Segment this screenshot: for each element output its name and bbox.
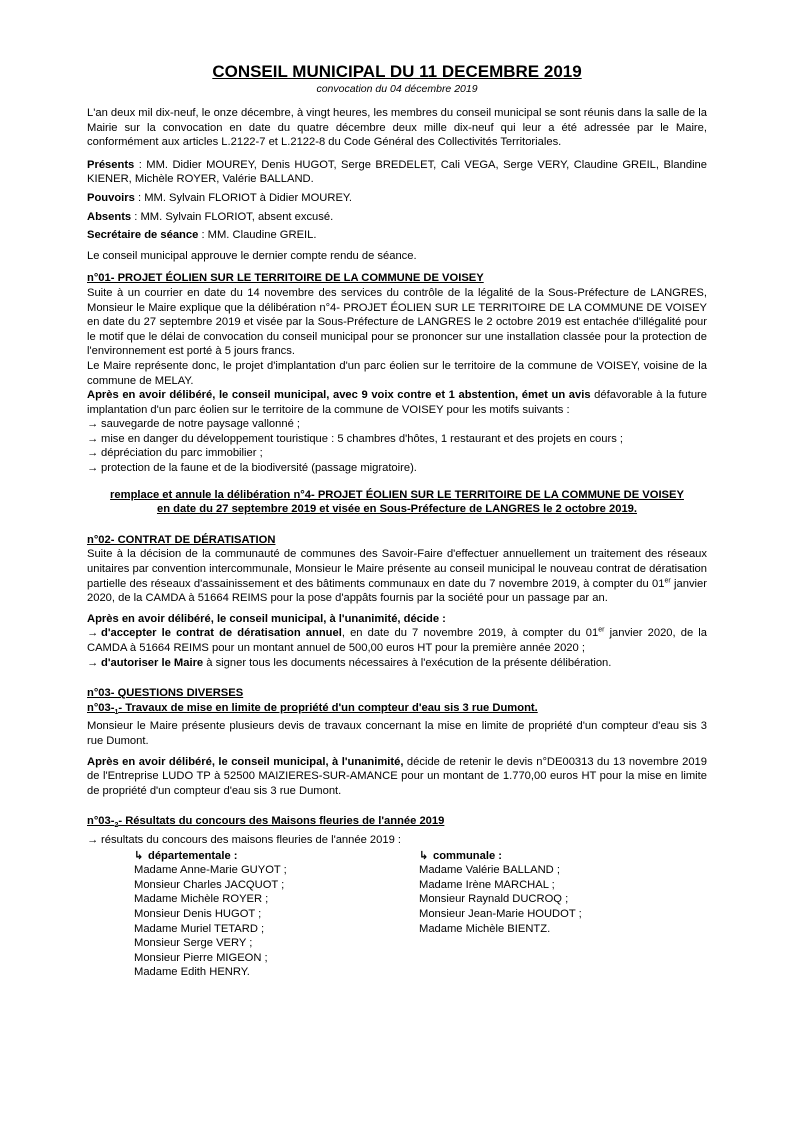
approval-line: Le conseil municipal approuve le dernier compte rendu de séance. xyxy=(87,249,417,262)
item3-sub2-heading: $n^\circ 03-_2-$ Résultats du concours des Maisons fleuries de l'année 2019 xyxy=(87,815,445,830)
presents-text: : MM. Didier MOUREY, Denis HUGOT, Serge BREDELET, Cali VEGA, Serge VERY, Claudine GREIL, Blandine KIENER, Michèle ROYER, Valérie BALLAND. xyxy=(87,158,707,186)
list-item: Monsieur Pierre MIGEON ; xyxy=(134,951,268,964)
item1-paragraph-1: Suite à un courrier en date du 14 novembre des services du contrôle de la légalité de la Sous-Préfecture de LANGRES, Monsieur le Maire explique que la délibération n°4- PROJET ÉOLIEN SUR LE TERRITOIRE DE LA COMMUNE DE VOISEY en date du 27 septembre 2019 et visée par la Sous-Préfecture de LANGRES le 2 octobre 2019 est entachée d'illégalité pour le motif que le délai de convocation du conseil municipal pour se prononcer sur une installation classée pour la protection de l'environnement est porté à 5 jours francs. xyxy=(87,286,707,358)
page-title: CONSEIL MUNICIPAL DU 11 DECEMBRE 2019 xyxy=(212,62,582,81)
list-item: Madame Michèle BIENTZ. xyxy=(419,922,551,935)
communale-header: ↳ communale : xyxy=(419,849,503,862)
arrow-right-icon: → xyxy=(87,432,99,445)
item1-paragraph-2: Le Maire représente donc, le projet d'implantation d'un parc éolien sur le territoire de la commune de VOISEY, voisine de la commune de MELAY. xyxy=(87,359,707,387)
secretaire-label: Secrétaire de séance xyxy=(87,229,199,242)
convocation-date: convocation du 04 décembre 2019 xyxy=(316,83,478,95)
arrow-right-icon: → xyxy=(87,627,99,640)
departementale-header: ↳ départementale : xyxy=(134,849,238,862)
arrow-right-icon: → xyxy=(87,447,99,460)
replace-notice-line-1: remplace et annule la délibération n°4- PROJET ÉOLIEN SUR LE TERRITOIRE DE LA COMMUNE DE VOISEY xyxy=(110,488,684,501)
communale-column xyxy=(419,849,704,980)
arrow-turn-right-icon: ↳ xyxy=(134,849,144,862)
departementale-column xyxy=(134,849,419,980)
arrow-right-icon: → xyxy=(87,833,99,846)
item2-paragraph: Suite à la décision de la communauté de communes des Savoir-Faire d'effectuer annuellement un traitement des réseaux unitaires par convention intercommunale, Monsieur le Maire présente au conseil municipal le nouveau contrat de dératisation partielle des réseaux d'assainissement et des bâtiments communaux en date du 7 novembre 2019, à compter du 01er janvier 2020, de la CAMDA à 51664 REIMS pour la pose d'appâts fournis par la société pour un passage par an. xyxy=(87,548,707,605)
replace-notice-line-2: en date du 27 septembre 2019 et visée en Sous-Préfecture de LANGRES le 2 octobre 2019. xyxy=(156,503,637,516)
item3-sub1-decision: Après en avoir délibéré, le conseil municipal, à l'unanimité, décide de retenir le devis n°DE00313 du 13 novembre 2019 de l'Entreprise LUDO TP à 52500 MAIZIERES-SUR-AMANCE pour un montant de 1.770,00 euros HT pour la mise en limite de propriété d'un compteur d'eau sis 3 rue Dumont. xyxy=(87,755,707,797)
arrow-right-icon: → xyxy=(87,462,99,475)
list-item: Madame Irène MARCHAL ; xyxy=(419,878,555,891)
pouvoirs-text: : MM. Sylvain FLORIOT à Didier MOUREY. xyxy=(134,191,353,204)
list-item: Madame Michèle ROYER ; xyxy=(134,893,269,906)
list-item: Madame Edith HENRY. xyxy=(134,966,250,979)
absents-text: : MM. Sylvain FLORIOT, absent excusé. xyxy=(131,210,334,223)
list-item: Monsieur Serge VERY ; xyxy=(134,937,253,950)
arrow-right-icon: → xyxy=(87,656,99,669)
list-item: → protection de la faune et de la biodiversité (passage migratoire). xyxy=(87,462,417,475)
absents-line xyxy=(87,210,707,225)
list-item: Madame Anne-Marie GUYOT ; xyxy=(134,864,287,877)
pouvoirs-line xyxy=(87,191,707,206)
secretaire-text: : MM. Claudine GREIL. xyxy=(198,229,317,242)
item3-sub2-intro: → résultats du concours des maisons fleuries de l'année 2019 : xyxy=(87,833,402,846)
item1-decision-bold: Après en avoir délibéré, le conseil municipal, avec 9 voix contre et 1 abstention, émet un avis xyxy=(87,389,591,402)
item1-decision xyxy=(87,388,707,417)
item2-point-1: → d'accepter le contrat de dératisation annuel, en date du 7 novembre 2019, à compter du 01er janvier 2020, de la CAMDA à 51664 REIMS pour un montant annuel de 500,00 euros HT pour la première année 2020 ; xyxy=(87,626,707,654)
arrow-right-icon: → xyxy=(87,418,99,431)
item1-bullet-list xyxy=(87,417,707,475)
item1-decision-rest: défavorable à la future implantation d'un parc éolien sur le territoire de la commune de VOISEY pour les motifs suivants : xyxy=(87,389,708,416)
item2-heading: n°02- CONTRAT DE DÉRATISATION xyxy=(87,533,276,546)
item3-sub1-paragraph: Monsieur le Maire présente plusieurs devis de travaux concernant la mise en limite de propriété d'un compteur d'eau sis 3 rue Dumont. xyxy=(87,720,707,747)
list-item: Monsieur Raynald DUCROQ ; xyxy=(419,893,569,906)
absents-label: Absents xyxy=(87,210,132,223)
pouvoirs-label: Pouvoirs xyxy=(87,191,135,204)
list-item: → dépréciation du parc immobilier ; xyxy=(87,447,263,460)
presents-label: Présents xyxy=(87,158,135,171)
arrow-turn-right-icon: ↳ xyxy=(419,849,429,862)
presents-line xyxy=(87,158,707,187)
item2-point-2: → d'autoriser le Maire à signer tous les documents nécessaires à l'exécution de la présente délibération. xyxy=(87,656,612,669)
document-page xyxy=(87,62,707,980)
list-item: Monsieur Denis HUGOT ; xyxy=(134,907,262,920)
list-item: → mise en danger du développement touristique : 5 chambres d'hôtes, 1 restaurant et des projets en cours ; xyxy=(87,432,624,445)
laureates-columns xyxy=(87,849,707,980)
list-item: Madame Valérie BALLAND ; xyxy=(419,864,560,877)
secretaire-line xyxy=(87,228,707,243)
item2-decision: Après en avoir délibéré, le conseil municipal, à l'unanimité, décide : xyxy=(87,612,446,625)
list-item: Madame Muriel TETARD ; xyxy=(134,922,265,935)
item3-sub1-heading: $n^\circ 03-_1-$ Travaux de mise en limite de propriété d'un compteur d'eau sis 3 rue Dumont. xyxy=(87,701,538,717)
list-item: Monsieur Jean-Marie HOUDOT ; xyxy=(419,907,582,920)
item3-heading: n°03- QUESTIONS DIVERSES xyxy=(87,687,244,700)
list-item: → sauvegarde de notre paysage vallonné ; xyxy=(87,418,301,431)
item1-heading: n°01- PROJET ÉOLIEN SUR LE TERRITOIRE DE LA COMMUNE DE VOISEY xyxy=(87,272,484,285)
list-item: Monsieur Charles JACQUOT ; xyxy=(134,878,285,891)
intro-paragraph: L'an deux mil dix-neuf, le onze décembre, à vingt heures, les membres du conseil municipal se sont réunis dans la salle de la Mairie sur la convocation en date du quatre décembre deux mille dix-neuf qui leur a été adressée par le Maire, conformément aux articles L.2122-7 et L.2122-8 du Code Général des Collectivités Territoriales. xyxy=(87,107,707,149)
